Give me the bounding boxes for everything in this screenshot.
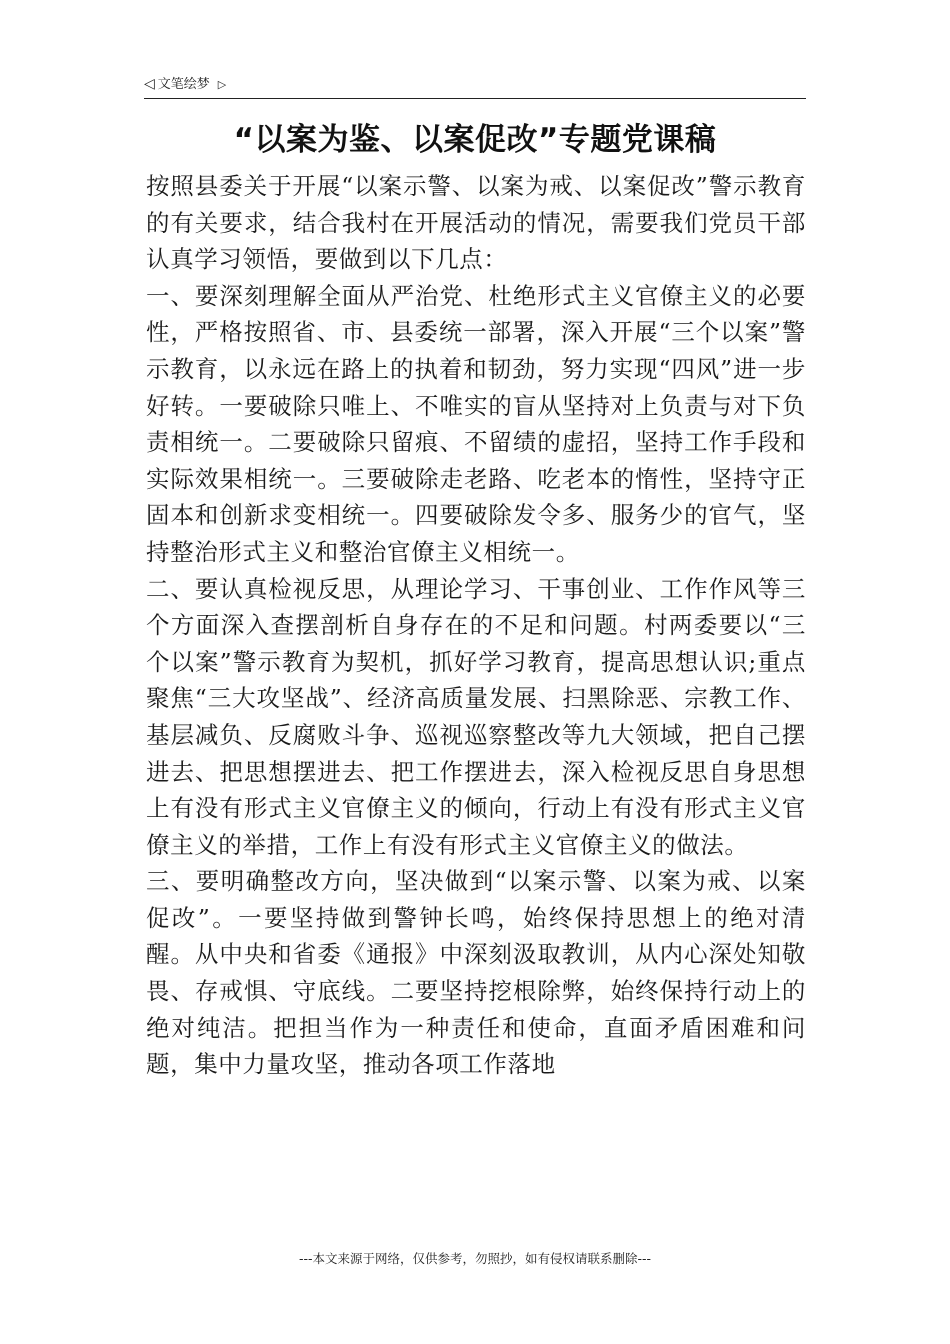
paragraph-point-3: 三、要明确整改方向，坚决做到“以案示警、以案为戒、以案促改”。一要坚持做到警钟长鸣，始终保持思想上的绝对清醒。从中央和省委《通报》中深刻汲取教训，从内心深处知敬畏、存戒惧、守底线。二要坚持挖根除弊，始终保持行动上的绝对纯洁。把担当作为一种责任和使命，直面矛盾困难和问题，集中力量攻坚，推动各项工作落地	[146, 867, 806, 1079]
document-body	[146, 168, 806, 1083]
paragraph-point-2: 二、要认真检视反思，从理论学习、干事创业、工作作风等三个方面深入查摆剖析自身存在的不足和问题。村两委要以“三个以案”警示教育为契机，抓好学习教育，提高思想认识;重点聚焦“三大攻坚战”、经济高质量发展、扫黑除恶、宗教工作、基层减负、反腐败斗争、巡视巡察整改等九大领域，把自己摆进去、把思想摆进去、把工作摆进去，深入检视反思自身思想上有没有形式主义官僚主义的倾向，行动上有没有形式主义官僚主义的举措，工作上有没有形式主义官僚主义的做法。	[146, 574, 806, 859]
header-brand: 文笔绘梦	[157, 77, 210, 92]
footer-disclaimer: ---本文来源于网络，仅供参考，勿照抄，如有侵权请联系删除---	[298, 1251, 652, 1266]
document-title: “以案为鉴、以案促改”专题党课稿	[233, 122, 717, 158]
paragraph-point-1: 一、要深刻理解全面从严治党、杜绝形式主义官僚主义的必要性，严格按照省、市、县委统一部署，深入开展“三个以案”警示教育，以永远在路上的执着和韧劲，努力实现“四风”进一步好转。一要破除只唯上、不唯实的盲从坚持对上负责与对下负责相统一。二要破除只留痕、不留绩的虚招，坚持工作手段和实际效果相统一。三要破除走老路、吃老本的惰性，坚持守正固本和创新求变相统一。四要破除发令多、服务少的官气，坚持整治形式主义和整治官僚主义相统一。	[146, 281, 806, 566]
paragraph-intro: 按照县委关于开展“以案示警、以案为戒、以案促改”警示教育的有关要求，结合我村在开展活动的情况，需要我们党员干部认真学习领悟，要做到以下几点：	[146, 172, 806, 274]
page-header	[144, 74, 806, 99]
triangle-right-icon: ▷	[217, 78, 227, 91]
triangle-left-icon: ◁	[144, 76, 155, 92]
